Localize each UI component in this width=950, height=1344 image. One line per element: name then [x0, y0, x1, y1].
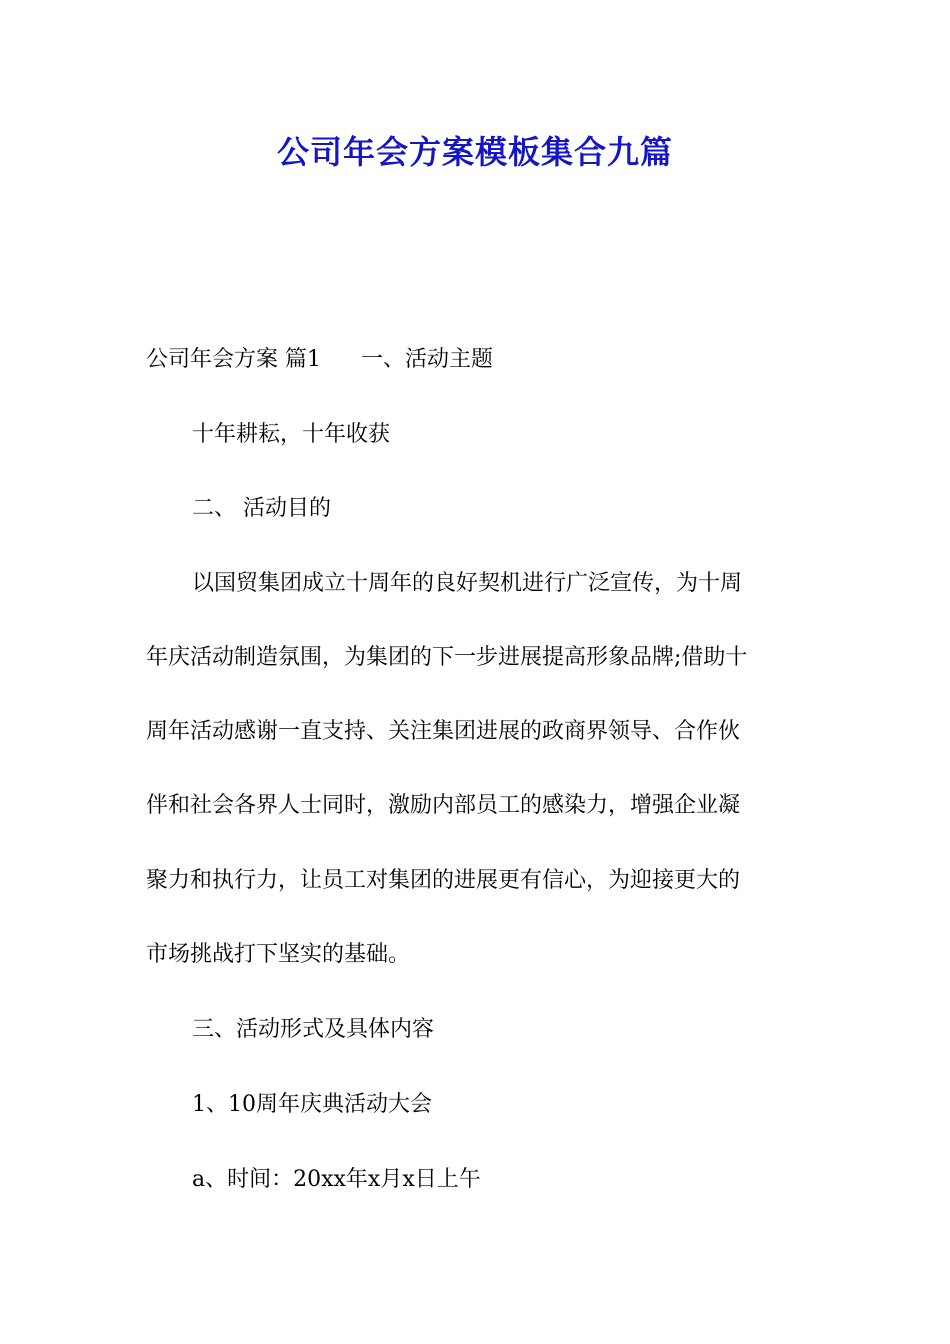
- purpose-line-4: 伴和社会各界人士同时，激励内部员工的感染力，增强企业凝: [146, 793, 741, 818]
- section-3-title: 三、活动形式及具体内容: [192, 1017, 435, 1042]
- purpose-line-5: 聚力和执行力，让员工对集团的进展更有信心，为迎接更大的: [146, 868, 741, 893]
- heading-line: [146, 345, 816, 375]
- heading-prefix: 公司年会方案 篇1: [146, 347, 321, 372]
- purpose-line-1: 以国贸集团成立十周年的良好契机进行广泛宣传，为十周: [192, 571, 743, 596]
- section-1-title: 一、活动主题: [361, 347, 494, 372]
- item-1: 1、10周年庆典活动大会: [192, 1092, 432, 1117]
- theme-text: 十年耕耘，十年收获: [192, 422, 391, 447]
- purpose-line-2: 年庆活动制造氛围，为集团的下一步进展提高形象品牌;借助十: [146, 645, 748, 670]
- item-1a: a、时间：20xx年x月x日上午: [192, 1167, 481, 1192]
- section-2-title: 二、 活动目的: [192, 496, 331, 521]
- purpose-line-6: 市场挑战打下坚实的基础。: [146, 942, 411, 967]
- purpose-line-3: 周年活动感谢一直支持、关注集团进展的政商界领导、合作伙: [146, 719, 741, 744]
- document-title: 公司年会方案模板集合九篇: [276, 133, 673, 171]
